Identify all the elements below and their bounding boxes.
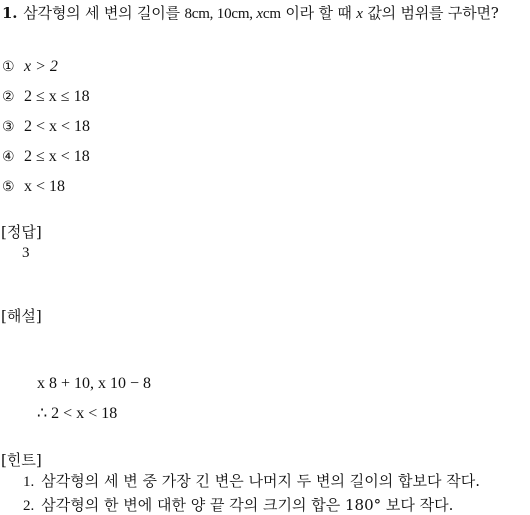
- choice-5[interactable]: [2, 177, 65, 196]
- hints-label: [힌트]: [1, 451, 42, 469]
- choice-4[interactable]: [2, 147, 90, 166]
- question-variable-2: x: [356, 6, 363, 22]
- explanation-label: [해설]: [1, 307, 42, 325]
- hint-item-1: [23, 470, 480, 491]
- question-text-middle: 이라 할 때: [285, 4, 352, 22]
- choice-2[interactable]: [2, 87, 90, 106]
- hint-1-text: 삼각형의 세 변 중 가장 긴 변은 나머지 두 변의 길이의 합보다 작다.: [41, 472, 480, 490]
- hint-2-text: 삼각형의 한 변에 대한 양 끝 각의 크기의 합은 180° 보다 작다.: [41, 496, 454, 514]
- explanation-line-1: x 8 + 10, x 10 − 8: [37, 375, 152, 392]
- answer-value: 3: [22, 245, 30, 261]
- choice-3-expr: 2 < x < 18: [24, 118, 91, 135]
- hint-1-number: 1.: [23, 474, 35, 490]
- choice-1-expr: x > 2: [24, 58, 58, 75]
- choice-2-mark: ②: [2, 89, 15, 105]
- choice-3-mark: ③: [2, 119, 15, 135]
- hint-2-number: 2.: [23, 498, 35, 514]
- question-number: 1.: [2, 4, 18, 22]
- question-text-before: 삼각형의 세 변의 길이를: [23, 4, 180, 22]
- question-variable: x: [256, 6, 263, 22]
- choice-3[interactable]: [2, 117, 90, 136]
- choice-1[interactable]: [2, 57, 58, 76]
- answer-label: [정답]: [1, 223, 42, 241]
- question-lengths: 8cm, 10cm,: [184, 6, 257, 22]
- choice-4-mark: ④: [2, 149, 15, 165]
- question-unit: cm: [262, 6, 281, 22]
- choice-5-mark: ⑤: [2, 179, 15, 195]
- choice-1-mark: ①: [2, 59, 15, 75]
- question-text: [2, 2, 499, 23]
- choice-4-expr: 2 ≤ x < 18: [24, 148, 90, 165]
- choice-5-expr: x < 18: [24, 178, 66, 195]
- choice-2-expr: 2 ≤ x ≤ 18: [24, 88, 90, 105]
- explanation-line-2: ∴ 2 < x < 18: [37, 405, 118, 422]
- question-text-after: 값의 범위를 구하면?: [367, 4, 499, 22]
- hint-item-2: [23, 494, 453, 515]
